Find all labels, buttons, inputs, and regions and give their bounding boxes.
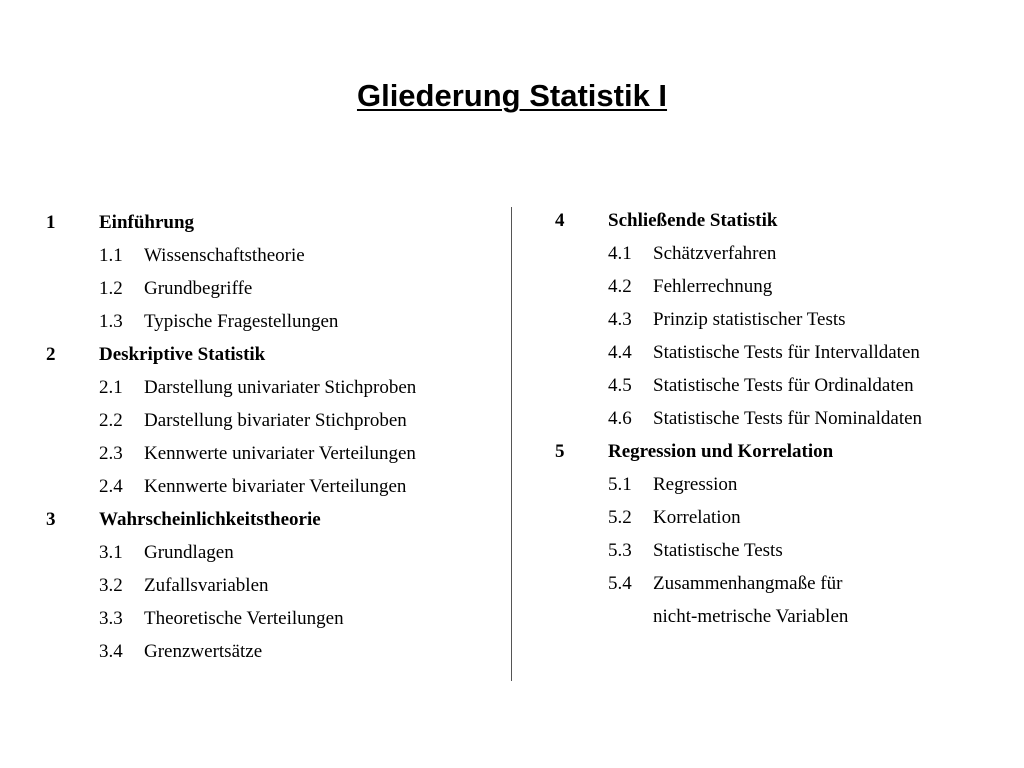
section-title: Einführung [99,212,195,233]
subsection-number: 5.2 [608,507,632,528]
outline-left-column [46,206,416,668]
column-divider [511,207,512,681]
subsection-item [555,501,922,534]
subsection-number: 2.4 [99,476,123,497]
subsection-title: Kennwerte univariater Verteilungen [144,443,416,464]
subsection-title: Fehlerrechnung [653,276,773,297]
indent-spacer [555,567,608,600]
section-heading [46,338,416,371]
subsection-number: 4.6 [608,408,632,429]
subsection-number: 4.3 [608,309,632,330]
subsection-title: Grundbegriffe [144,278,253,299]
subsection-title: Darstellung univariater Stichproben [144,377,417,398]
section-number: 2 [46,344,56,365]
indent-spacer [46,404,99,437]
subsection-number: 4.4 [608,342,632,363]
subsection-item [555,237,922,270]
subsection-number: 3.2 [99,575,123,596]
outline-section [46,338,416,503]
subsection-number: 5.3 [608,540,632,561]
subsection-title: Grenzwertsätze [144,641,263,662]
subsection-item [46,437,416,470]
outline-section [555,435,922,633]
indent-spacer [46,371,99,404]
indent-spacer [46,602,99,635]
page-title: Gliederung Statistik I [356,78,668,113]
subsection-title: Typische Fragestellungen [144,311,339,332]
section-title: Wahrscheinlichkeitstheorie [99,509,321,530]
subsection-item [555,336,922,369]
outline-section [46,206,416,338]
indent-spacer [555,600,608,633]
subsection-number: 1.1 [99,245,123,266]
indent-spacer [555,534,608,567]
section-heading [555,204,922,237]
subsection-title: Theoretische Verteilungen [144,608,344,629]
subsection-number: 1.3 [99,311,123,332]
indent-spacer [46,569,99,602]
section-heading [46,206,416,239]
subsection-number: 1.2 [99,278,123,299]
indent-spacer [555,402,608,435]
subsection-number: 2.3 [99,443,123,464]
section-number: 1 [46,212,56,233]
subsection-item [46,635,416,668]
section-title: Regression und Korrelation [608,441,834,462]
outline-right-column [555,204,922,633]
outline-section [46,503,416,668]
subsection-item [555,567,922,600]
subsection-item [555,369,922,402]
section-number: 4 [555,210,565,231]
subsection-number: 2.2 [99,410,123,431]
subsection-number: 4.5 [608,375,632,396]
subsection-title: Statistische Tests [653,540,783,561]
subsection-title: Zusammenhangmaße für [653,573,843,594]
indent-spacer [46,239,99,272]
section-number: 3 [46,509,56,530]
subsection-number: 3.1 [99,542,123,563]
subsection-title: Grundlagen [144,542,234,563]
subsection-item [46,239,416,272]
subsection-title: Schätzverfahren [653,243,777,264]
subsection-continuation [555,600,922,633]
section-title: Schließende Statistik [608,210,778,231]
subsection-title: Korrelation [653,507,741,528]
indent-spacer [555,468,608,501]
outline-section [555,204,922,435]
subsection-title: Darstellung bivariater Stichproben [144,410,407,431]
section-number: 5 [555,441,565,462]
indent-spacer [46,470,99,503]
subsection-item [46,602,416,635]
subsection-number: 4.1 [608,243,632,264]
subsection-title: Regression [653,474,738,495]
indent-spacer [46,437,99,470]
indent-spacer [555,501,608,534]
indent-spacer [46,272,99,305]
indent-spacer [46,635,99,668]
subsection-item [46,371,416,404]
subsection-number: 4.2 [608,276,632,297]
subsection-title-continuation: nicht-metrische Variablen [653,606,849,627]
section-heading [46,503,416,536]
subsection-item [46,272,416,305]
subsection-title: Zufallsvariablen [144,575,269,596]
section-heading [555,435,922,468]
subsection-item [46,536,416,569]
subsection-title: Prinzip statistischer Tests [653,309,846,330]
subsection-item [46,470,416,503]
subsection-item [555,534,922,567]
subsection-title: Wissenschaftstheorie [144,245,305,266]
indent-spacer [555,237,608,270]
subsection-number: 3.3 [99,608,123,629]
indent-spacer [555,303,608,336]
subsection-number: 3.4 [99,641,123,662]
subsection-item [46,569,416,602]
subsection-item [555,468,922,501]
subsection-number: 5.4 [608,573,632,594]
subsection-title: Kennwerte bivariater Verteilungen [144,476,407,497]
subsection-item [46,404,416,437]
indent-spacer [46,536,99,569]
indent-spacer [608,600,653,633]
subsection-title: Statistische Tests für Intervalldaten [653,342,920,363]
indent-spacer [555,270,608,303]
subsection-item [555,402,922,435]
subsection-number: 2.1 [99,377,123,398]
section-title: Deskriptive Statistik [99,344,266,365]
subsection-item [46,305,416,338]
subsection-title: Statistische Tests für Ordinaldaten [653,375,914,396]
indent-spacer [555,336,608,369]
subsection-number: 5.1 [608,474,632,495]
indent-spacer [46,305,99,338]
subsection-item [555,303,922,336]
indent-spacer [555,369,608,402]
subsection-title: Statistische Tests für Nominaldaten [653,408,923,429]
subsection-item [555,270,922,303]
